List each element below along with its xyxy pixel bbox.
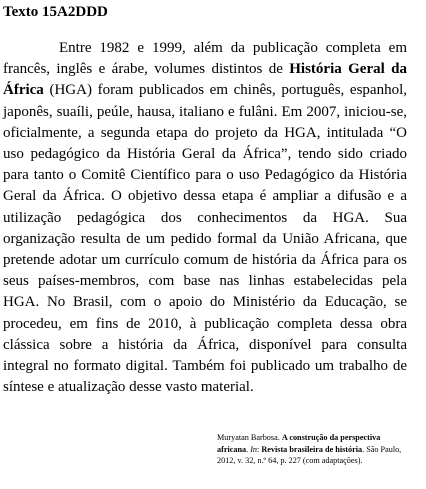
citation-in-label: In [250,444,258,454]
paragraph-segment-3: (HGA) foram publicados em chinês, português, espanhol, japonês, suaíli, peúle, hausa, italiano e fulâni. Em 2007, iniciou-se, oficialmente, a segunda etapa do projeto da HGA, intitulada “O uso pedagógico da História Geral da África”, tendo sido criado para tanto o Comitê Científico para o uso Pedagógico da História Geral da África. O objetivo dessa etapa é ampliar a difusão e a utilização pedagógica dos conhecimentos da HGA. Sua organização resulta de um pedido formal da União Africana, que pretende adotar um currículo comum de história da África para os seus países-membros, com base nas linhas estabelecidas pela HGA. No Brasil, com o apoio do Ministério da Educação, se procedeu, em fins de 2010, à publicação completa dessa obra clássica sobre a história da África, disponível para consulta integral no formato digital. Também foi publicado um trabalho de síntese e atualização desse vasto material. [3,82,407,396]
citation-journal: Revista brasileira de história [261,444,363,454]
citation-separator-1: . [246,444,251,454]
body-paragraph [3,38,407,398]
paragraph-segment-1: Entre 1982 e 1999, além da publicação completa em francês, inglês e árabe, volumes distintos de [3,40,407,78]
citation-author: Muryatan Barbosa. [217,433,282,442]
text-title: Texto 15A2DDD [3,4,108,20]
citation-details: . São Paulo, 2012, v. 32, n.º 64, p. 227 (com adaptações). [217,444,402,466]
citation [217,432,409,467]
citation-separator-2: : [257,444,262,454]
paragraph-book-title: História Geral da África [3,61,407,99]
citation-article-title: A construção da perspectiva africana [217,433,381,454]
